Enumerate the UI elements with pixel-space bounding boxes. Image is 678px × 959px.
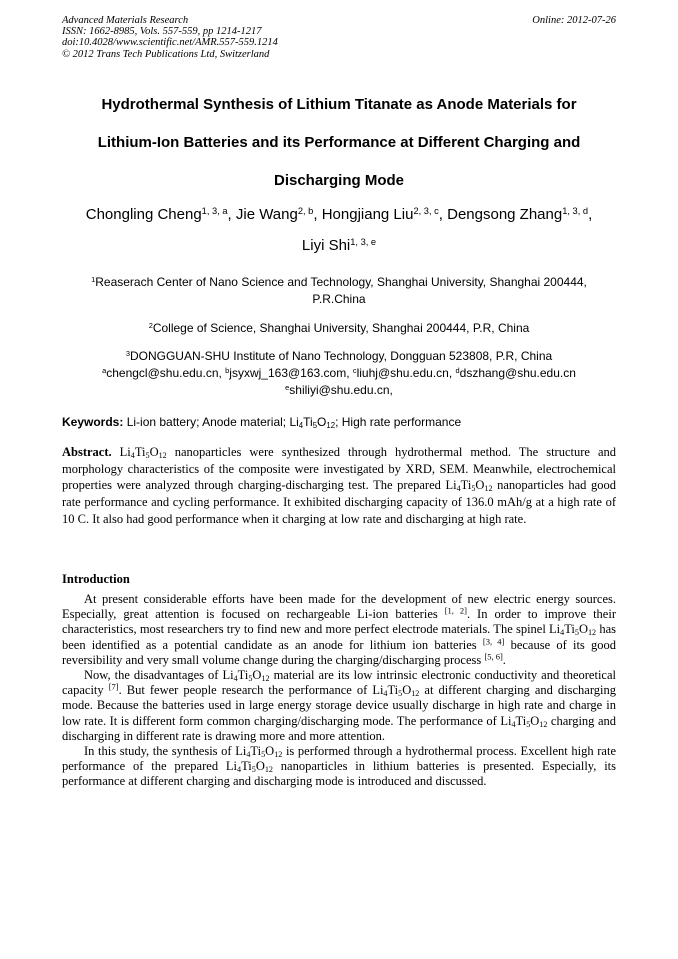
online-date: Online: 2012-07-26 xyxy=(532,15,616,26)
citation: [1, 2] xyxy=(444,605,467,616)
formula: $Li_4Ti_5O_{12}$ xyxy=(222,668,270,684)
email-link[interactable]: chengcl@shu.edu.cn, xyxy=(106,366,226,380)
affiliation-3: $^3$DONGGUAN-SHU Institute of Nano Technology, Dongguan 523808, P.R, China xyxy=(125,348,553,363)
affiliation-1: $^1$Reaserach Center of Nano Science and Technology, Shanghai University, Shanghai 200444, P.R.China xyxy=(91,274,587,306)
formula: $Li_4Ti_5O_{12}$ xyxy=(500,713,548,729)
copyright-line: © 2012 Trans Tech Publications Ltd, Switzerland xyxy=(62,48,270,60)
affiliation-2: $^2$College of Science, Shanghai University, Shanghai 200444, P.R, China xyxy=(148,320,530,335)
title-line-1: Hydrothermal Synthesis of Lithium Titanate as Anode Materials for xyxy=(101,96,577,113)
journal-name: Advanced Materials Research xyxy=(62,15,189,26)
author-name: Hongjiang Liu xyxy=(321,206,414,223)
title-line-2: Lithium-Ion Batteries and its Performance at Different Charging and xyxy=(97,134,581,151)
formula: $Li_4Ti_5O_{12}$ xyxy=(445,478,493,494)
keywords: Keywords: Li-ion battery; Anode material; $Li_4Ti_5O_{12}$; High rate performance xyxy=(62,415,462,430)
author-affil-sup: 2, 3, c xyxy=(413,205,439,216)
formula: $Li_4Ti_5O_{12}$ xyxy=(235,744,283,760)
citation: [7] xyxy=(108,681,119,692)
email-link[interactable]: jsyxwj_163@163.com, xyxy=(229,366,353,380)
author-name: Dengsong Zhang xyxy=(447,206,563,223)
email-link[interactable]: shiliyi@shu.edu.cn, xyxy=(289,383,393,397)
paragraph: In this study, the synthesis of $Li_4Ti_5O_{12}$ is performed through a hydrothermal process. Excellent high rate performance of the prepared $Li_4Ti_5O_{12}$ nanoparticles in lithium batteries is presented. Especially, its performance at different charging and discharging mode is introduced and discussed. xyxy=(62,744,616,789)
title-line-3: Discharging Mode xyxy=(273,172,404,189)
introduction-body xyxy=(62,592,616,790)
email-link[interactable]: dszhang@shu.edu.cn xyxy=(459,366,576,380)
paragraph: At present considerable efforts have been made for the development of new electric energy sources. Especially, great attention is focused on rechargeable Li-ion batteries [1, 2]. In order to improve their characteristics, most researchers try to find new and more perfect electrode materials. The spinel $Li_4Ti_5O_{12}$ has been identified as a potential candidate as an anode for lithium ion batteries [3, 4] because of its good reversibility and very small volume change during the charging/discharging process [5, 6]. xyxy=(62,592,616,667)
journal-header xyxy=(62,15,616,60)
author-affil-sup: 1, 3, e xyxy=(350,236,377,247)
section-heading-introduction: Introduction xyxy=(62,572,130,586)
author-list xyxy=(40,199,638,261)
keywords-label: Keywords: xyxy=(62,415,124,429)
affiliations xyxy=(62,274,616,399)
author-affil-sup: 2, b xyxy=(297,205,314,216)
citation: [5, 6] xyxy=(484,651,503,662)
abstract-label: Abstract. xyxy=(62,445,112,459)
formula: $Li_4Ti_5O_{12}$ xyxy=(549,622,597,638)
paragraph: Now, the disadvantages of $Li_4Ti_5O_{12}$ material are its low intrinsic electronic conductivity and theoretical capacity [7]. But fewer people research the performance of $Li_4Ti_5O_{12}$ at different charging and discharging mode. Because the batteries used in large energy storage device usually discharge in high rate and charge in low rate. It is different form common charging/discharging mode. The performance of $Li_4Ti_5O_{12}$ charging and discharging in different rate is drawing more and more attention. xyxy=(62,668,617,743)
abstract: Abstract. $Li_4Ti_5O_{12}$ nanoparticles were synthesized through hydrothermal method. The structure and morphology characteristics of the composite were investigated by XRD, SEM. Meanwhile, electrochemical properties were analyzed through charging-discharging test. The prepared $Li_4Ti_5O_{12}$ nanoparticles had good rate performance and cycling performance. It exhibited discharging capacity of 136.0 mAh/g at a high rate of 10 C. It also had good performance when it charging at low rate and discharging at high rate. xyxy=(62,445,617,526)
email-link[interactable]: liuhj@shu.edu.cn, xyxy=(356,366,456,380)
author-name: Jie Wang xyxy=(235,206,298,223)
author-name: Liyi Shi xyxy=(301,237,351,254)
formula: $Li_4Ti_5O_{12}$ xyxy=(225,759,273,775)
paper-title xyxy=(62,86,616,200)
author-affil-sup: 1, 3, a xyxy=(201,205,228,216)
doi-line: doi:10.4028/www.scientific.net/AMR.557-559.1214 xyxy=(62,37,278,49)
author-line-2 xyxy=(40,230,638,261)
author-emails: $^a$chengcl@shu.edu.cn, $^b$jsyxwj_163@163.com, $^c$liuhj@shu.edu.cn, $^d$dszhang@shu.edu.cn $^e$shiliyi@shu.edu.cn, xyxy=(102,365,576,397)
issn-line: ISSN: 1662-8985, Vols. 557-559, pp 1214-1217 xyxy=(62,26,262,38)
author-line-1: Chongling Cheng$^{1, 3, a}$, Jie Wang$^{2, b}$, Hongjiang Liu$^{2, 3, c}$, Dengsong Zhang$^{1, 3, d}$, xyxy=(85,205,593,223)
author-name: Chongling Cheng xyxy=(85,206,202,223)
citation: [3, 4] xyxy=(482,635,505,646)
formula: $Li_4Ti_5O_{12}$ xyxy=(372,683,420,699)
author-affil-sup: 1, 3, d xyxy=(562,205,589,216)
formula: $Li_4Ti_5O_{12}$ xyxy=(119,445,167,461)
